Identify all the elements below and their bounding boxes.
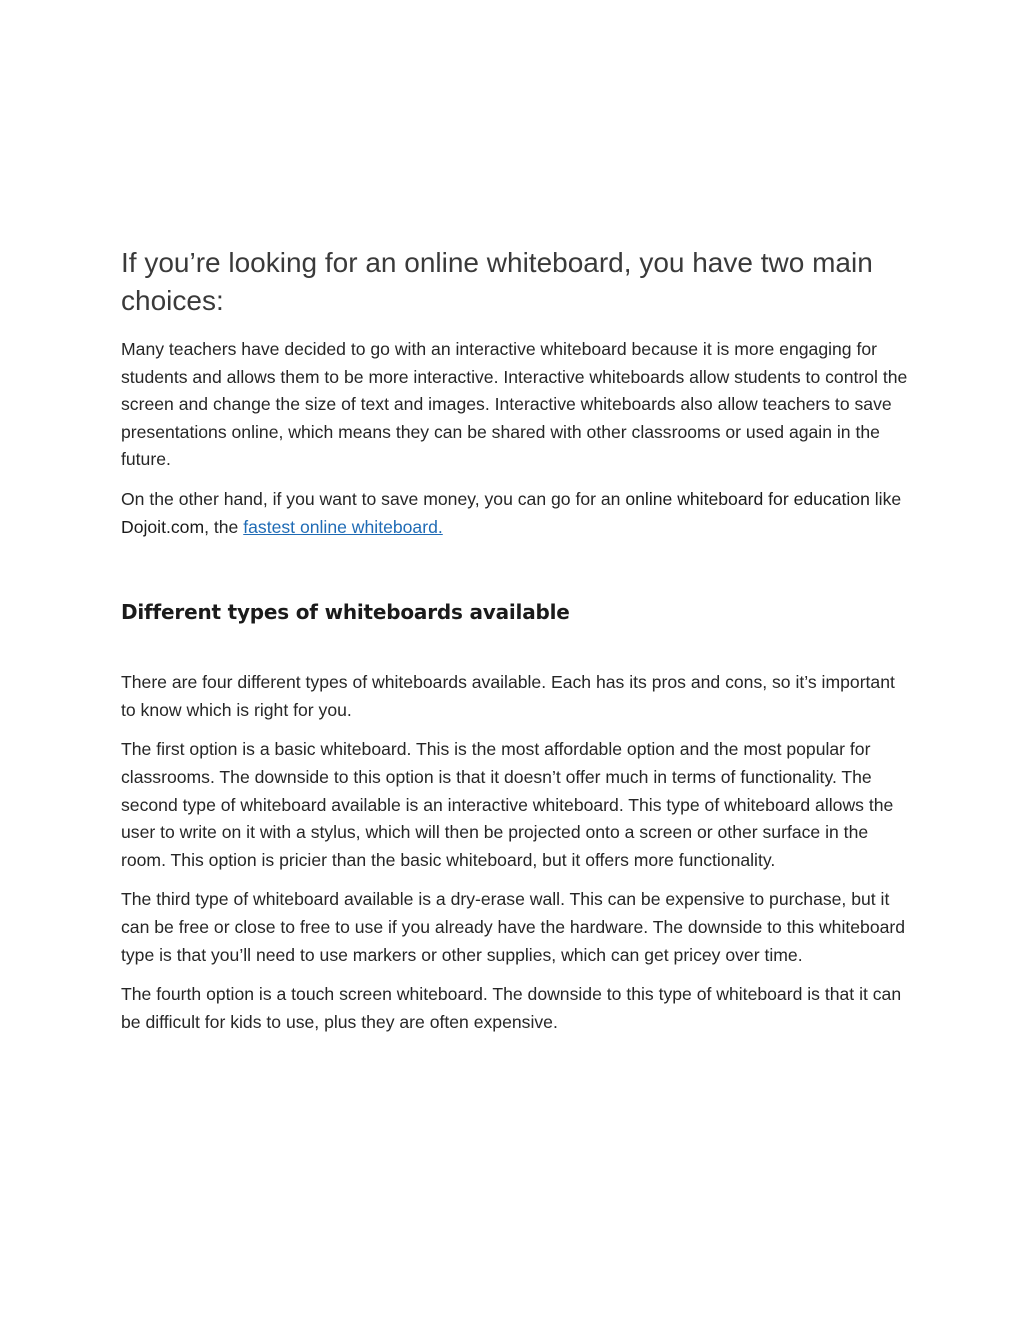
section-paragraph: The first option is a basic whiteboard. This is the most affordable option and the most popular for classrooms. The downside to this option is that it doesn’t offer much in terms of functionality. The second type of whiteboard available is an interactive whiteboard. This type of whiteboard allows the user to write on it with a stylus, which will then be projected onto a screen or other surface in the room. This option is pricier than the basic whiteboard, but it offers more functionality. — [121, 739, 894, 870]
paragraph-text: , the — [204, 516, 244, 537]
document-page — [121, 244, 911, 1036]
section-paragraph: The fourth option is a touch screen whiteboard. The downside to this type of whiteboard is that it can be difficult for kids to use, plus they are often expensive. — [121, 984, 902, 1032]
intro-paragraph-link — [121, 486, 911, 541]
paragraph-text: like — [869, 488, 902, 509]
page-title: If you’re looking for an online whiteboard, you have two main choices: — [121, 247, 873, 316]
paragraph-text: On the other hand, if you want to save money, you can go for an — [121, 488, 626, 509]
section-paragraph: The third type of whiteboard available is a dry-erase wall. This can be expensive to purchase, but it can be free or close to free to use if you already have the hardware. The downside to this whiteboard type is that you’ll need to use markers or other supplies, which can get pricey over time. — [121, 889, 906, 965]
highlight-phrase: online whiteboard for education — [625, 488, 870, 509]
section-paragraph: There are four different types of whiteboards available. Each has its pros and cons, so it’s important to know which is right for you. — [121, 672, 895, 720]
site-name: Dojoit.com — [121, 516, 205, 537]
fastest-whiteboard-link[interactable]: fastest online whiteboard. — [243, 516, 443, 537]
section-heading: Different types of whiteboards available — [121, 600, 570, 625]
intro-paragraph: Many teachers have decided to go with an interactive whiteboard because it is more engaging for students and allows them to be more interactive. Interactive whiteboards allow students to control the screen and change the size of text and images. Interactive whiteboards also allow teachers to save presentations online, which means they can be shared with other classrooms or used again in the future. — [121, 339, 908, 470]
